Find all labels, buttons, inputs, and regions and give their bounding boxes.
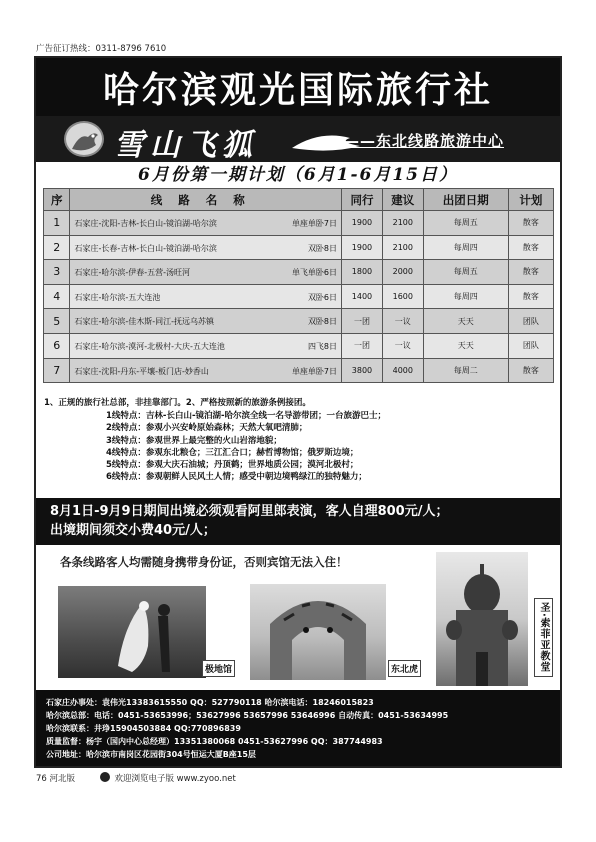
suggested-price: 一议: [382, 333, 423, 358]
suggested-price: 2000: [382, 260, 423, 285]
suggested-price: 2100: [382, 211, 423, 236]
feature-line: 5线特点：参观大庆石油城；丹顶鹤；世界地质公园；漠河北极村；: [106, 460, 359, 471]
suggested-price: 1600: [382, 284, 423, 309]
row-number: 3: [44, 260, 70, 285]
row-number: 6: [44, 333, 70, 358]
row-number: 5: [44, 309, 70, 334]
plan-type: 散客: [508, 211, 553, 236]
aquarium-caption: 极地馆: [202, 660, 235, 677]
agency-title: 哈尔滨观光国际旅行社: [36, 58, 560, 116]
route-duration: 单座单卧7日: [291, 366, 338, 376]
route-name: 石家庄-哈尔滨-佳木斯-同江-抚远乌苏镇: [74, 317, 215, 327]
route-cell: [70, 333, 342, 358]
contact-line: 哈尔滨总部：电话：0451-53653996；53627996 53657996 53646996 自动传真：0451-53634995: [46, 711, 449, 720]
table-row: [44, 358, 554, 383]
plan-type: 散客: [508, 358, 553, 383]
table-row: [44, 260, 554, 285]
departure-date: 每周二: [423, 358, 508, 383]
col-header-peer-price: 同行: [342, 189, 383, 211]
feature-line: 2线特点：参观小兴安岭原始森林；天然大氧吧清肺；: [106, 423, 308, 434]
peer-price: 3800: [342, 358, 383, 383]
notice-line: 出境期间须交小费40元/人；: [50, 523, 216, 538]
peer-price: 1400: [342, 284, 383, 309]
plan-type: 团队: [508, 309, 553, 334]
plan-title: 6月份第一期计划（6月1-6月15日）: [137, 165, 459, 185]
church-caption: 圣·索菲亚教堂: [534, 598, 553, 677]
route-duration: 单座单卧7日: [291, 219, 338, 228]
contact-line: 公司地址：哈尔滨市南岗区花园街304号恒运大厦B座15层: [46, 750, 256, 759]
departure-date: 每周四: [423, 235, 508, 260]
route-cell: [70, 309, 342, 334]
route-name: 石家庄-沈阳-丹东-平壤-板门店-妙香山: [74, 366, 209, 376]
route-duration: 单飞单卧6日: [291, 268, 338, 278]
peer-price: 1800: [342, 260, 383, 285]
site-link[interactable]: 欢迎浏览电子版 www.zyoo.net: [114, 774, 236, 784]
border-notice: [36, 498, 560, 545]
route-duration: 双卧6日: [307, 292, 338, 302]
departure-date: 天天: [423, 309, 508, 334]
route-cell: [70, 358, 342, 383]
tiger-park-photo: [250, 584, 386, 680]
id-card-notice: 各条线路客人均需随身携带身份证，否则宾馆无法入住！: [60, 555, 348, 569]
tiger-caption: 东北虎: [388, 660, 421, 677]
route-duration: 双卧8日: [307, 317, 338, 327]
row-number: 4: [44, 284, 70, 309]
contact-line: 石家庄办事处：袁伟光13383615550 QQ：527790118 哈尔滨电话：18246015823: [46, 698, 374, 707]
church-photo: [436, 552, 528, 686]
departure-date: 每周五: [423, 211, 508, 236]
plan-type: 散客: [508, 235, 553, 260]
col-header-route: 线路名称: [70, 189, 342, 211]
table-row: [44, 235, 554, 260]
route-name: 石家庄-沈阳-吉林-长白山-镜泊湖-哈尔滨: [74, 219, 217, 228]
ad-hotline: 广告征订热线：0311-8796 7610: [36, 44, 167, 54]
col-header-plan: 计划: [508, 189, 553, 211]
suggested-price: 2100: [382, 235, 423, 260]
peer-price: 一团: [342, 309, 383, 334]
route-name: 石家庄-哈尔滨-伊春-五营-汤旺河: [74, 268, 191, 278]
route-name: 石家庄-长春-吉林-长白山-镜泊湖-哈尔滨: [74, 243, 217, 253]
table-row: [44, 211, 554, 236]
ad-page: [34, 56, 562, 768]
route-cell: [70, 284, 342, 309]
row-number: 1: [44, 211, 70, 236]
col-header-departure: 出团日期: [423, 189, 508, 211]
route-cell: [70, 235, 342, 260]
suggested-price: 一议: [382, 309, 423, 334]
departure-date: 每周五: [423, 260, 508, 285]
row-number: 2: [44, 235, 70, 260]
route-duration: 双卧8日: [307, 243, 338, 253]
fox-logo-icon: [64, 121, 104, 157]
contact-line: 哈尔滨联系：井琤15904503884 QQ:770896839: [46, 724, 241, 733]
route-cell: [70, 260, 342, 285]
feature-line: 6线特点：参观朝鲜人民风土人情；感受中朝边境鸭绿江的独特魅力；: [106, 472, 367, 483]
table-row: [44, 333, 554, 358]
page-footer: [36, 772, 236, 784]
table-header-row: [44, 189, 554, 211]
feature-line: 1线特点：吉林-长白山-镜泊湖-哈尔滨全线一名导游带团；一台旅游巴士；: [106, 411, 387, 421]
contact-line: 质量监督：杨宇（国内中心总经理）13351380068 0451-53627996 QQ：387744983: [46, 737, 383, 746]
plan-type: 团队: [508, 333, 553, 358]
route-name: 石家庄-哈尔滨-漠河-北极村-大庆-五大连池: [74, 341, 225, 351]
route-table: [43, 188, 554, 383]
table-row: [44, 284, 554, 309]
peer-price: 一团: [342, 333, 383, 358]
brand-band: [36, 116, 560, 162]
brand-subtitle: ——东北线路旅游中心: [344, 132, 505, 150]
route-cell: [70, 211, 342, 236]
col-header-suggested-price: 建议: [382, 189, 423, 211]
route-name: 石家庄-哈尔滨-五大连池: [74, 292, 161, 302]
col-header-no: 序: [44, 189, 70, 211]
plan-type: 散客: [508, 284, 553, 309]
agency-notes: 1、正规的旅行社总部，非挂靠部门。2、严格按照新的旅游条例接团。: [44, 398, 311, 408]
page-number: 76 河北版: [36, 774, 76, 784]
peer-price: 1900: [342, 211, 383, 236]
departure-date: 每周四: [423, 284, 508, 309]
route-features: [106, 410, 386, 484]
peer-price: 1900: [342, 235, 383, 260]
notice-line: 8月1日-9月9日期间出境必须观看阿里郎表演，客人自理800元/人；: [50, 504, 449, 519]
site-logo-icon: [100, 772, 110, 782]
feature-line: 4线特点：参观东北粮仓；三江汇合口；赫哲博物馆；俄罗斯边境；: [106, 447, 359, 458]
table-row: [44, 309, 554, 334]
departure-date: 天天: [423, 333, 508, 358]
suggested-price: 4000: [382, 358, 423, 383]
aquarium-photo: [58, 586, 206, 678]
feature-line: 3线特点：参观世界上最完整的火山岩溶地貌；: [106, 435, 282, 446]
plan-type: 散客: [508, 260, 553, 285]
contact-info: [36, 690, 560, 766]
row-number: 7: [44, 358, 70, 383]
route-duration: 四飞8日: [307, 341, 338, 351]
brand-name: 雪山飞狐: [114, 128, 258, 163]
